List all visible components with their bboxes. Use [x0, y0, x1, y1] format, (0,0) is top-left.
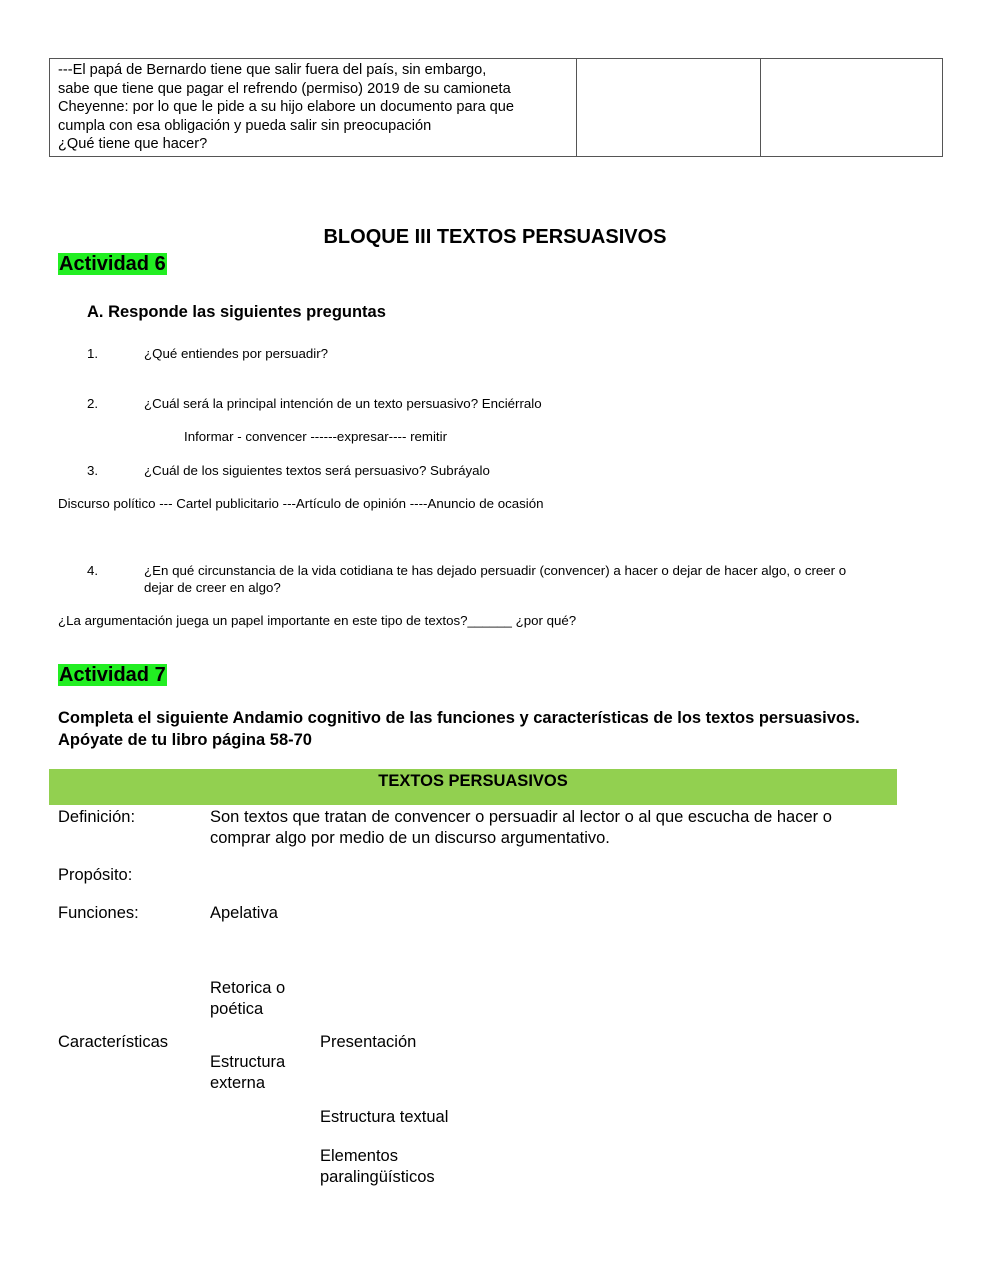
actividad-7-heading: Actividad 7: [59, 664, 166, 686]
definicion-label: Definición:: [58, 808, 136, 826]
funciones-label: Funciones:: [58, 904, 139, 922]
scenario-line: cumpla con esa obligación y pueda salir sin preocupación: [58, 117, 432, 134]
funcion-retorica: [210, 978, 285, 1019]
scenario-line: Cheyenne: por lo que le pide a su hijo elabore un documento para que: [58, 99, 514, 116]
question-3-options: Discurso político --- Cartel publicitario ---Artículo de opinión ----Anuncio de ocasión: [58, 496, 544, 511]
funcion-retorica-line2: poética: [210, 999, 264, 1018]
estructura-textual-label: Estructura textual: [320, 1108, 449, 1126]
elementos-line2: paralingüísticos: [320, 1167, 435, 1186]
section-a-title: A. Responde las siguientes preguntas: [87, 303, 386, 321]
question-text-line1: ¿En qué circunstancia de la vida cotidiana te has dejado persuadir (convencer) a hacer o dejar de hacer algo, o creer o: [144, 563, 847, 578]
question-number: 1.: [87, 346, 99, 361]
elementos-line1: Elementos: [320, 1147, 398, 1165]
question-number: 3.: [87, 463, 99, 478]
funcion-retorica-line1: Retorica o: [210, 979, 286, 997]
table-header: TEXTOS PERSUASIVOS: [49, 769, 897, 805]
definicion-line2: comprar algo por medio de un discurso argumentativo.: [210, 828, 610, 847]
answer-cell-1[interactable]: [577, 59, 761, 156]
scenario-table: [49, 58, 943, 157]
scenario-cell: [50, 59, 577, 156]
question-number: 2.: [87, 396, 99, 411]
question-4: [0, 562, 990, 602]
definicion-text: [210, 807, 832, 848]
presentacion-label: Presentación: [320, 1033, 417, 1051]
scenario-line: ---El papá de Bernardo tiene que salir fuera del país, sin embargo,: [58, 62, 487, 78]
funcion-apelativa: Apelativa: [210, 904, 278, 922]
answer-cell-2[interactable]: [761, 59, 942, 156]
scenario-line: sabe que tiene que pagar el refrendo (permiso) 2019 de su camioneta: [58, 80, 511, 97]
caracteristicas-label: Características: [58, 1033, 169, 1051]
estructura-externa-line2: externa: [210, 1073, 266, 1092]
instruction: [58, 708, 860, 751]
question-number: 4.: [87, 563, 99, 578]
question-text: ¿Qué entiendes por persuadir?: [144, 346, 329, 361]
elementos-paralinguisticos: [320, 1146, 435, 1187]
estructura-externa: [210, 1052, 285, 1093]
actividad-6-heading: Actividad 6: [59, 253, 166, 275]
instruction-line1: Completa el siguiente Andamio cognitivo de las funciones y características de los textos persuasivos.: [58, 709, 860, 727]
question-2-options: Informar - convencer ------expresar---- remitir: [184, 429, 448, 444]
scenario-line: ¿Qué tiene que hacer?: [58, 136, 208, 153]
question-text-line2: dejar de creer en algo?: [144, 580, 281, 595]
estructura-externa-line1: Estructura: [210, 1053, 286, 1071]
question-text: ¿Cuál será la principal intención de un texto persuasivo? Enciérralo: [144, 396, 542, 411]
definicion-line1: Son textos que tratan de convencer o persuadir al lector o al que escucha de hacer o: [210, 808, 832, 826]
argumentation-question: ¿La argumentación juega un papel importante en este tipo de textos?______ ¿por qué?: [58, 613, 577, 628]
instruction-line2: Apóyate de tu libro página 58-70: [58, 730, 312, 749]
bloque-title: BLOQUE III TEXTOS PERSUASIVOS: [323, 226, 667, 248]
proposito-label: Propósito:: [58, 866, 133, 884]
question-text: ¿Cuál de los siguientes textos será persuasivo? Subráyalo: [144, 463, 490, 478]
